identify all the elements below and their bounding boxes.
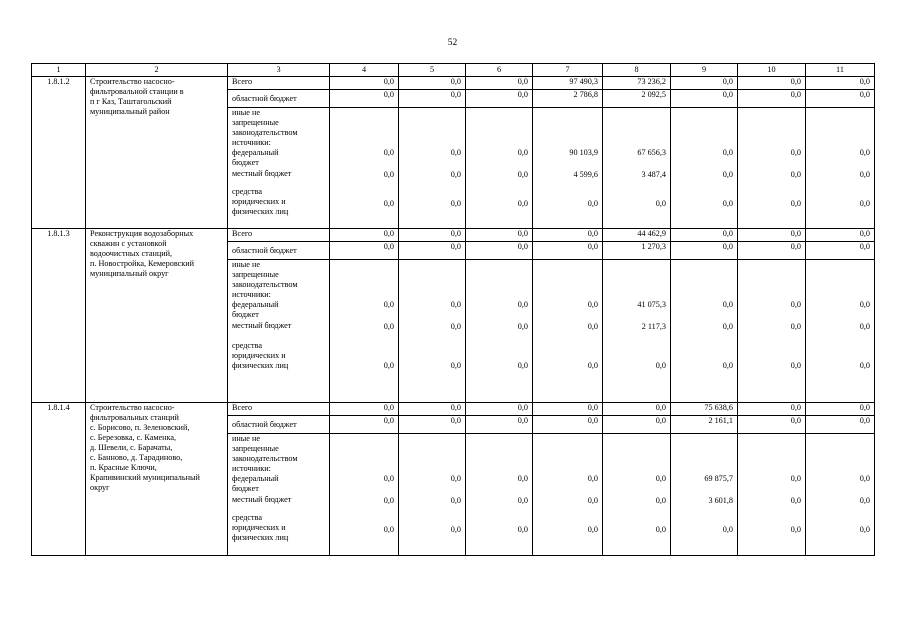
value-local: 0,0 <box>722 170 733 179</box>
value-stack <box>399 108 466 229</box>
value-federal: 0,0 <box>517 474 528 483</box>
value-local: 0,0 <box>450 496 461 505</box>
row-name-line: Строительство насосно- <box>90 77 175 86</box>
source-legal-line: средства <box>232 341 263 350</box>
source-legal-line: физических лиц <box>232 207 289 216</box>
source-federal-line: бюджет <box>232 484 259 493</box>
value-local: 0,0 <box>383 322 394 331</box>
value-local: 0,0 <box>587 322 598 331</box>
value-legal: 0,0 <box>859 199 870 208</box>
value-local: 0,0 <box>859 496 870 505</box>
value-legal: 0,0 <box>383 361 394 370</box>
value-local: 0,0 <box>722 322 733 331</box>
value-federal: 0,0 <box>859 474 870 483</box>
value-legal: 0,0 <box>859 361 870 370</box>
value-stack <box>533 260 603 403</box>
source-regional: областной бюджет <box>228 242 330 260</box>
value-local: 0,0 <box>450 322 461 331</box>
source-legal-line: юридических и <box>232 523 286 532</box>
value-stack <box>671 434 738 556</box>
source-other-line: иные не <box>232 260 260 269</box>
row-code: 1.8.1.2 <box>32 77 86 229</box>
value-stack <box>806 260 875 403</box>
value-cell: 0,0 <box>399 242 466 260</box>
value-cell: 0,0 <box>533 229 603 242</box>
value-federal: 0,0 <box>587 300 598 309</box>
value-federal: 0,0 <box>859 148 870 157</box>
row-code: 1.8.1.3 <box>32 229 86 403</box>
value-cell: 0,0 <box>533 403 603 416</box>
column-number: 6 <box>466 64 533 77</box>
value-stack <box>330 108 399 229</box>
source-legal-line: юридических и <box>232 351 286 360</box>
table-row <box>32 77 875 90</box>
column-number: 7 <box>533 64 603 77</box>
value-federal: 0,0 <box>722 148 733 157</box>
source-total: Всего <box>228 229 330 242</box>
value-stack <box>603 260 671 403</box>
value-stack <box>533 434 603 556</box>
value-legal: 0,0 <box>450 525 461 534</box>
row-name <box>86 77 228 229</box>
value-stack <box>330 434 399 556</box>
value-cell: 0,0 <box>533 242 603 260</box>
value-cell: 0,0 <box>330 403 399 416</box>
value-stack <box>466 434 533 556</box>
value-cell: 0,0 <box>806 242 875 260</box>
value-legal: 0,0 <box>517 525 528 534</box>
value-cell: 44 462,9 <box>603 229 671 242</box>
value-local: 0,0 <box>790 496 801 505</box>
table-row <box>32 403 875 416</box>
value-legal: 0,0 <box>655 525 666 534</box>
value-legal: 0,0 <box>450 361 461 370</box>
value-cell: 0,0 <box>806 229 875 242</box>
table-body <box>32 64 875 556</box>
row-name-line: фильтровальной станции в <box>90 87 184 96</box>
value-local: 0,0 <box>859 170 870 179</box>
row-name-line: Крапивинский муниципальный <box>90 473 200 482</box>
row-name <box>86 229 228 403</box>
value-stack <box>806 108 875 229</box>
column-number: 1 <box>32 64 86 77</box>
source-local: местный бюджет <box>232 169 292 178</box>
value-local: 0,0 <box>517 170 528 179</box>
value-cell: 0,0 <box>330 90 399 108</box>
value-local: 4 599,6 <box>573 170 598 179</box>
table-row <box>32 229 875 242</box>
value-federal: 0,0 <box>517 148 528 157</box>
column-number: 3 <box>228 64 330 77</box>
source-other-line: запрещенные <box>232 444 279 453</box>
value-federal: 69 875,7 <box>704 474 733 483</box>
value-cell: 73 236,2 <box>603 77 671 90</box>
source-federal-line: федеральный <box>232 148 279 157</box>
source-regional: областной бюджет <box>228 90 330 108</box>
column-number-row <box>32 64 875 77</box>
source-other-block <box>228 434 330 556</box>
value-stack <box>603 434 671 556</box>
value-cell: 0,0 <box>399 229 466 242</box>
source-legal-line: физических лиц <box>232 361 289 370</box>
value-federal: 0,0 <box>655 474 666 483</box>
column-number: 9 <box>671 64 738 77</box>
value-federal: 0,0 <box>790 300 801 309</box>
value-legal: 0,0 <box>587 199 598 208</box>
value-cell: 0,0 <box>738 90 806 108</box>
value-federal: 0,0 <box>722 300 733 309</box>
value-federal: 67 656,3 <box>637 148 666 157</box>
column-number: 5 <box>399 64 466 77</box>
source-regional: областной бюджет <box>228 416 330 434</box>
value-legal: 0,0 <box>450 199 461 208</box>
value-legal: 0,0 <box>587 525 598 534</box>
value-cell: 0,0 <box>806 403 875 416</box>
value-legal: 0,0 <box>790 199 801 208</box>
value-cell: 0,0 <box>671 229 738 242</box>
row-name-line: скважин с установкой <box>90 239 167 248</box>
value-stack <box>399 260 466 403</box>
value-local: 0,0 <box>790 322 801 331</box>
value-stack <box>466 108 533 229</box>
value-cell: 2 092,5 <box>603 90 671 108</box>
value-legal: 0,0 <box>722 525 733 534</box>
value-cell: 0,0 <box>330 242 399 260</box>
source-legal-line: физических лиц <box>232 533 289 542</box>
value-local: 0,0 <box>450 170 461 179</box>
source-other-block <box>228 260 330 403</box>
column-number: 4 <box>330 64 399 77</box>
value-local: 3 601,8 <box>708 496 733 505</box>
value-federal: 0,0 <box>790 474 801 483</box>
value-cell: 0,0 <box>738 77 806 90</box>
source-total: Всего <box>228 77 330 90</box>
value-stack <box>738 260 806 403</box>
row-name-line: п. Новостройка, Кемеровский <box>90 259 195 268</box>
column-number: 10 <box>738 64 806 77</box>
value-cell: 0,0 <box>466 416 533 434</box>
row-name-line: с. Березовка, с. Каменка, <box>90 433 177 442</box>
row-name-line: п г Каз, Таштагольский <box>90 97 172 106</box>
value-cell: 0,0 <box>533 416 603 434</box>
source-federal-line: бюджет <box>232 158 259 167</box>
source-other-line: источники: <box>232 138 271 147</box>
column-number: 8 <box>603 64 671 77</box>
value-federal: 0,0 <box>790 148 801 157</box>
value-legal: 0,0 <box>517 361 528 370</box>
value-federal: 90 103,9 <box>569 148 598 157</box>
source-other-line: иные не <box>232 108 260 117</box>
source-local: местный бюджет <box>232 321 292 330</box>
value-cell: 0,0 <box>738 416 806 434</box>
source-other-line: законодательством <box>232 454 298 463</box>
value-cell: 97 490,3 <box>533 77 603 90</box>
source-total: Всего <box>228 403 330 416</box>
value-stack <box>533 108 603 229</box>
page-number: 52 <box>447 38 458 48</box>
value-cell: 0,0 <box>466 242 533 260</box>
value-federal: 0,0 <box>383 474 394 483</box>
value-cell: 0,0 <box>603 416 671 434</box>
row-name-line: с. Борисово, п. Зеленовский, <box>90 423 190 432</box>
value-cell: 0,0 <box>330 416 399 434</box>
value-cell: 0,0 <box>399 403 466 416</box>
value-cell: 0,0 <box>806 416 875 434</box>
source-federal-line: федеральный <box>232 300 279 309</box>
value-cell: 0,0 <box>399 416 466 434</box>
source-other-block <box>228 108 330 229</box>
value-legal: 0,0 <box>790 525 801 534</box>
value-cell: 0,0 <box>330 229 399 242</box>
value-local: 0,0 <box>517 496 528 505</box>
value-local: 0,0 <box>517 322 528 331</box>
value-cell: 0,0 <box>466 90 533 108</box>
value-cell: 0,0 <box>330 77 399 90</box>
row-name <box>86 403 228 556</box>
value-stack <box>399 434 466 556</box>
source-other-line: источники: <box>232 464 271 473</box>
value-local: 3 487,4 <box>641 170 666 179</box>
row-name-line: Строительство насосно- <box>90 403 175 412</box>
source-legal-line: средства <box>232 513 263 522</box>
row-name-line: д. Шевели, с. Барачаты, <box>90 443 173 452</box>
source-federal-line: федеральный <box>232 474 279 483</box>
value-legal: 0,0 <box>655 361 666 370</box>
row-name-line: с. Банново, д. Тарадиново, <box>90 453 183 462</box>
value-local: 0,0 <box>790 170 801 179</box>
value-legal: 0,0 <box>517 199 528 208</box>
row-name-line: п. Красные Ключи, <box>90 463 157 472</box>
value-local: 0,0 <box>859 322 870 331</box>
value-cell: 75 638,6 <box>671 403 738 416</box>
value-stack <box>671 108 738 229</box>
value-legal: 0,0 <box>655 199 666 208</box>
value-local: 0,0 <box>383 496 394 505</box>
row-code: 1.8.1.4 <box>32 403 86 556</box>
value-cell: 0,0 <box>671 77 738 90</box>
value-stack <box>466 260 533 403</box>
value-federal: 0,0 <box>450 474 461 483</box>
value-federal: 0,0 <box>587 474 598 483</box>
source-other-line: иные не <box>232 434 260 443</box>
value-cell: 0,0 <box>806 90 875 108</box>
value-federal: 0,0 <box>383 300 394 309</box>
source-other-line: законодательством <box>232 280 298 289</box>
row-name-line: округ <box>90 483 110 492</box>
value-cell: 0,0 <box>671 242 738 260</box>
source-other-line: источники: <box>232 290 271 299</box>
value-local: 0,0 <box>655 496 666 505</box>
source-local: местный бюджет <box>232 495 292 504</box>
value-federal: 0,0 <box>859 300 870 309</box>
value-local: 0,0 <box>587 496 598 505</box>
source-other-line: запрещенные <box>232 118 279 127</box>
value-legal: 0,0 <box>722 199 733 208</box>
value-legal: 0,0 <box>383 199 394 208</box>
row-name-line: муниципальный округ <box>90 269 169 278</box>
value-legal: 0,0 <box>587 361 598 370</box>
value-stack <box>738 434 806 556</box>
value-federal: 0,0 <box>383 148 394 157</box>
value-cell: 2 786,8 <box>533 90 603 108</box>
value-local: 2 117,3 <box>641 322 666 331</box>
value-federal: 0,0 <box>450 148 461 157</box>
source-other-line: законодательством <box>232 128 298 137</box>
value-cell: 0,0 <box>603 403 671 416</box>
source-legal-line: юридических и <box>232 197 286 206</box>
value-legal: 0,0 <box>859 525 870 534</box>
value-cell: 0,0 <box>738 229 806 242</box>
value-cell: 0,0 <box>399 77 466 90</box>
value-legal: 0,0 <box>790 361 801 370</box>
source-legal-line: средства <box>232 187 263 196</box>
value-cell: 0,0 <box>806 77 875 90</box>
value-federal: 0,0 <box>450 300 461 309</box>
value-cell: 0,0 <box>738 242 806 260</box>
source-federal-line: бюджет <box>232 310 259 319</box>
budget-table <box>31 63 875 556</box>
value-cell: 0,0 <box>466 403 533 416</box>
value-stack <box>671 260 738 403</box>
value-stack <box>738 108 806 229</box>
row-name-line: фильтровальных станций <box>90 413 179 422</box>
row-name-line: Реконструкция водозаборных <box>90 229 194 238</box>
value-cell: 0,0 <box>466 77 533 90</box>
value-stack <box>806 434 875 556</box>
column-number: 2 <box>86 64 228 77</box>
value-cell: 0,0 <box>671 90 738 108</box>
value-federal: 0,0 <box>517 300 528 309</box>
value-legal: 0,0 <box>722 361 733 370</box>
value-cell: 1 270,3 <box>603 242 671 260</box>
row-name-line: муниципальный район <box>90 107 170 116</box>
value-federal: 41 075,3 <box>637 300 666 309</box>
value-cell: 0,0 <box>466 229 533 242</box>
value-cell: 2 161,1 <box>671 416 738 434</box>
source-other-line: запрещенные <box>232 270 279 279</box>
value-legal: 0,0 <box>383 525 394 534</box>
column-number: 11 <box>806 64 875 77</box>
value-local: 0,0 <box>383 170 394 179</box>
value-cell: 0,0 <box>738 403 806 416</box>
row-name-line: водоочистных станций, <box>90 249 173 258</box>
value-stack <box>603 108 671 229</box>
value-cell: 0,0 <box>399 90 466 108</box>
value-stack <box>330 260 399 403</box>
